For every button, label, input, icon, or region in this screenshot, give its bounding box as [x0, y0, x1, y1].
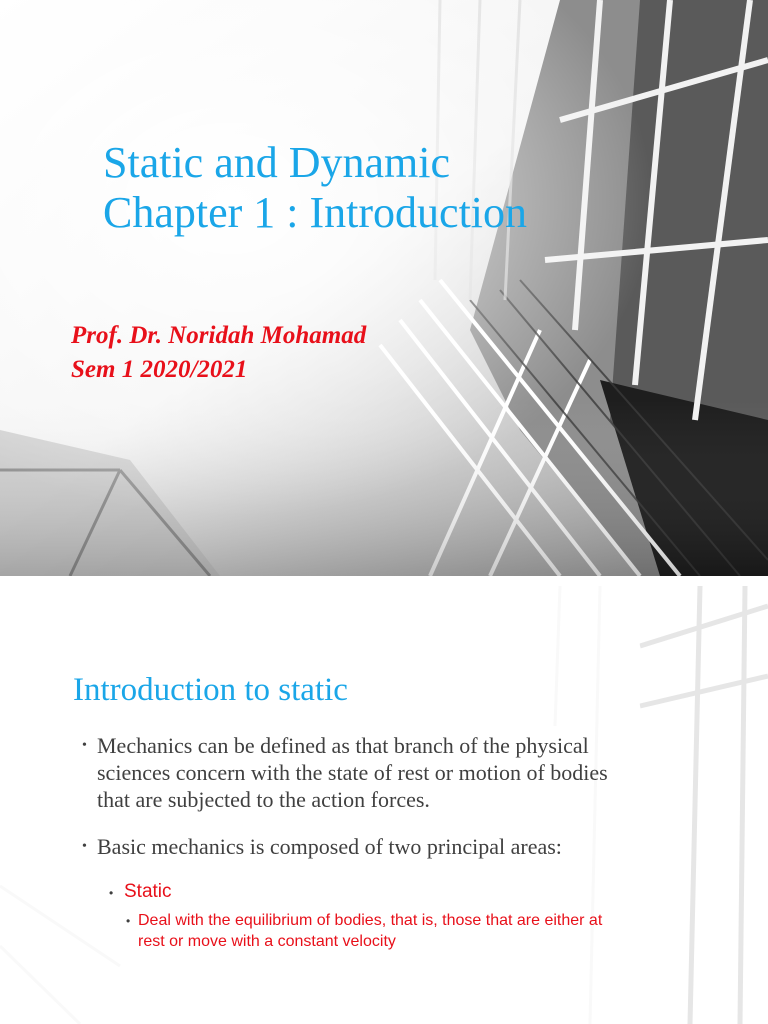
slide-title	[103, 138, 527, 238]
sub-bullet-text: Static	[124, 881, 172, 902]
author-block	[71, 319, 366, 387]
sub-sub-bullet-text: Deal with the equilibrium of bodies, that is, those that are either at rest or move with a constant velocity	[138, 912, 603, 950]
slide-title: Introduction to static	[73, 672, 348, 708]
bullet-icon: •	[82, 738, 87, 753]
slide-separator	[0, 576, 768, 586]
bullet-text: Basic mechanics is composed of two principal areas:	[97, 834, 562, 859]
bullet-text: Mechanics can be defined as that branch of the physical sciences concern with the state of rest or motion of bodies that are subjected to the action forces.	[97, 733, 608, 812]
bullet-list	[80, 732, 620, 952]
list-item	[80, 732, 620, 813]
list-item	[80, 833, 620, 860]
sub-sub-list-item	[124, 910, 620, 952]
bullet-icon: •	[109, 886, 114, 900]
author-name: Prof. Dr. Noridah Mohamad	[71, 322, 367, 349]
title-line-2: Chapter 1 : Introduction	[103, 188, 528, 237]
bullet-icon: •	[126, 914, 131, 928]
title-line-1: Static and Dynamic	[103, 138, 451, 187]
content-slide	[0, 586, 768, 1024]
bullet-icon: •	[82, 839, 87, 854]
semester-label: Sem 1 2020/2021	[71, 356, 248, 383]
sub-list-item	[107, 880, 620, 904]
